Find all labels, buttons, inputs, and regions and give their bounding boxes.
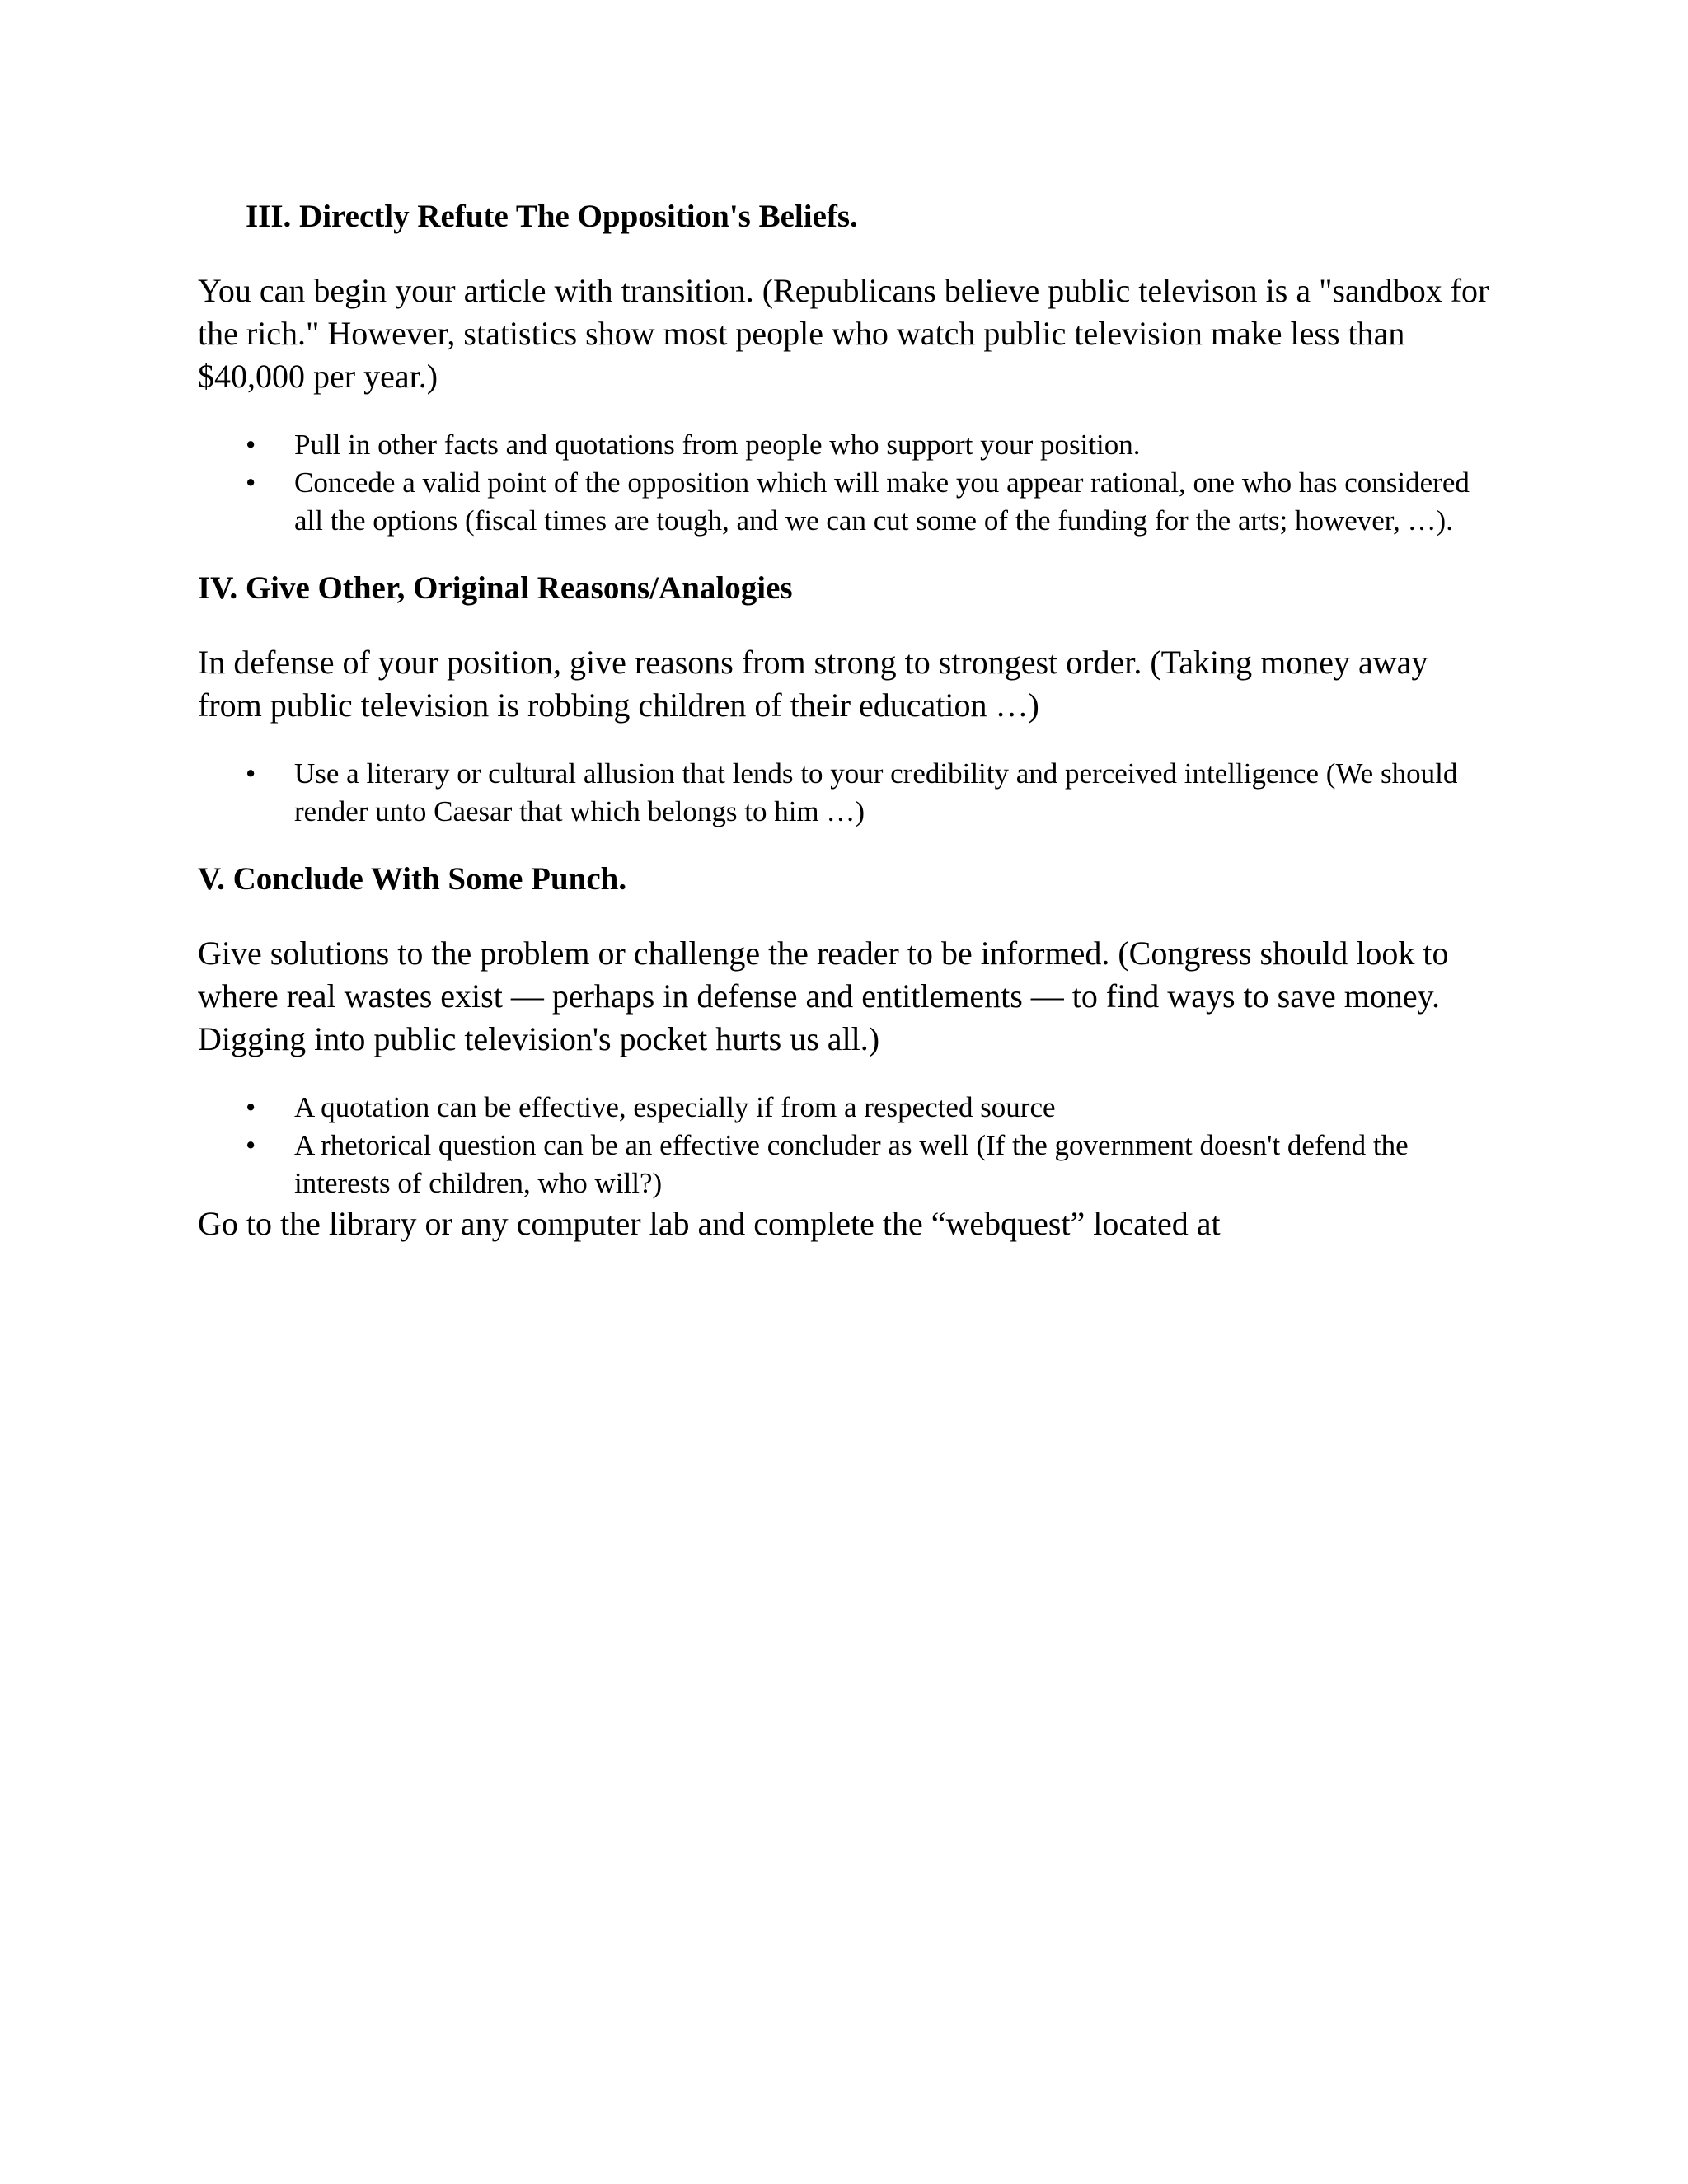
- bullet-icon: •: [246, 1091, 256, 1123]
- bullet-icon: •: [246, 1129, 256, 1161]
- section-heading-iv: IV. Give Other, Original Reasons/Analogies: [198, 570, 793, 606]
- list-item-text: Use a literary or cultural allusion that lends to your credibility and perceived intelligence (We should render unto Caesar that which belongs to him …): [294, 757, 1458, 827]
- list-item: [198, 755, 1500, 831]
- bullet-icon: •: [246, 466, 256, 499]
- bullet-list-v: [198, 1089, 1500, 1202]
- section-heading-iii: III. Directly Refute The Opposition's Beliefs.: [246, 199, 858, 234]
- list-item-text: Concede a valid point of the opposition which will make you appear rational, one who has considered all the options (fiscal times are tough, and we can cut some of the funding for the arts; however, …).: [294, 466, 1470, 537]
- list-item-text: Pull in other facts and quotations from people who support your position.: [294, 429, 1141, 461]
- section-paragraph-v: Give solutions to the problem or challenge the reader to be informed. (Congress should look to where real wastes exist — perhaps in defense and entitlements — to find ways to save money. Digging into public television's pocket hurts us all.): [198, 935, 1449, 1057]
- bullet-icon: •: [246, 757, 256, 790]
- section-paragraph-iv: In defense of your position, give reasons from strong to strongest order. (Taking money away from public television is robbing children of their education …): [198, 644, 1428, 724]
- list-item: [198, 1127, 1500, 1202]
- bullet-icon: •: [246, 429, 256, 461]
- closing-instruction: Go to the library or any computer lab and complete the “webquest” located at: [198, 1205, 1221, 1242]
- list-item: [198, 426, 1500, 464]
- bullet-list-iii: [198, 426, 1500, 540]
- list-item-text: A rhetorical question can be an effective concluder as well (If the government doesn't defend the interests of children, who will?): [294, 1129, 1409, 1199]
- section-paragraph-iii: You can begin your article with transition. (Republicans believe public televison is a "sandbox for the rich." However, statistics show most people who watch public television make less than $40,000 per year.): [198, 272, 1489, 395]
- bullet-list-iv: [198, 755, 1500, 831]
- document-page: [198, 196, 1500, 1245]
- section-heading-v: V. Conclude With Some Punch.: [198, 861, 627, 897]
- list-item-text: A quotation can be effective, especially if from a respected source: [294, 1091, 1056, 1123]
- list-item: [198, 1089, 1500, 1127]
- list-item: [198, 464, 1500, 540]
